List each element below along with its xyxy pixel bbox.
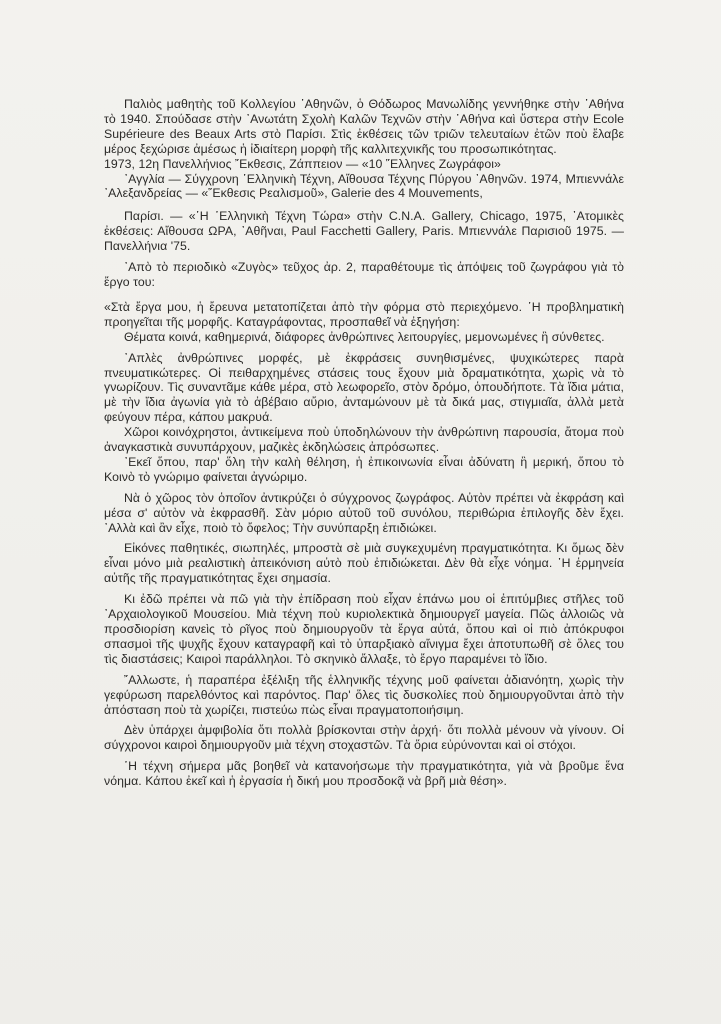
quote-paragraph-6: Νὰ ὁ χῶρος τὸν ὁποῖον ἀντικρύζει ὁ σύγχρονος ζωγράφος. Αὐτὸν πρέπει νὰ ἐκφράση καὶ μέσα σ' αὐτὸν νὰ ἐκφρασθῆ. Σὰν μόριο αὐτοῦ τοῦ συνόλου, περιθώρια ἐπιλογῆς δὲν ἔχει. ᾽Αλλὰ καὶ ἂν εἶχε, ποιὸ τὸ ὄφελος; Τὴν συνύπαρξη ἐπιδιώκει. (104, 490, 624, 535)
quote-paragraph-8: Κι ἐδῶ πρέπει νὰ πῶ γιὰ τὴν ἐπίδραση ποὺ εἶχαν ἐπάνω μου οἱ ἐπιτύμβιες στῆλες τοῦ ᾽Αρχαιολογικοῦ Μουσείου. Μιὰ τέχνη ποὺ κυριολεκτικὰ δημιουργεῖ μαγεία. Πῶς ἀλλοιῶς νὰ προσδιορίση κανεὶς τὸ ρῖγος ποὺ δημιουργοῦν τὰ ἔργα αὐτά, ὅπου καὶ οἱ πιὸ ἀπόκρυφοι σπασμοὶ τῆς ψυχῆς ἔχουν καταγραφῆ καὶ τὸ ὑπαρξιακὸ αἴνιγμα ἔχει ἀποτυπωθῆ σὲ ὅλες του τὶς διαστάσεις; Καιροὶ παράλληλοι. Τὸ σκηνικὸ ἄλλαξε, τὸ ἔργο παραμένει τὸ ἴδιο. (104, 592, 624, 666)
quote-paragraph-3: ᾽Απλὲς ἀνθρώπινες μορφές, μὲ ἐκφράσεις συνηθισμένες, ψυχικώτερες παρὰ πνευματικώτερες. Οἱ πειθαρχημένες στάσεις τους ἔχουν μιὰ δραματικότητα, χωρὶς νὰ τὸ γνωρίζουν. Τὶς συναντᾶμε κάθε μέρα, στὸ λεωφορεῖο, στὸν δρόμο, ὁπουδήποτε. Τὰ ἴδια μάτια, μὲ τὴν ἴδια ἀγωνία γιὰ τὸ ἀβέβαιο αὔριο, ἀνταμώνουν μὲ τὰ δικά μας, στιγμιαῖα, ἀλλὰ μετὰ φεύγουν πέρα, κάπου μακρυά. (104, 350, 624, 425)
exhibition-england-1974: ᾽Αγγλία — Σύγχρονη ῾Ελληνικὴ Τέχνη, Αἴθουσα Τέχνης Πύργου ᾽Αθηνῶν. 1974, Μπιεννάλε ᾽Αλεξανδρείας — «῞Εκθεσις Ρεαλισμοῦ», Galerie des 4 Mouvements, (104, 171, 624, 201)
document-body (104, 97, 624, 789)
source-intro: ᾽Απὸ τὸ περιοδικὸ «Ζυγὸς» τεῦχος ἀρ. 2, παραθέτουμε τὶς ἀπόψεις τοῦ ζωγράφου γιὰ τὸ ἔργο του: (104, 260, 624, 289)
quote-paragraph-7: Εἰκόνες παθητικές, σιωπηλές, μπροστὰ σὲ μιὰ συγκεχυμένη πραγματικότητα. Κι ὅμως δὲν εἶναι μόνο μιὰ ρεαλιστικὴ ἀπεικόνιση αὐτὸ ποὺ ἐπιδιώκεται. Δὲν θὰ εἶχε νόημα. ῾Η ἑρμηνεία αὐτῆς τῆς πραγματικότητας ἔχει σημασία. (104, 541, 624, 586)
quote-paragraph-9: ῎Αλλωστε, ἡ παραπέρα ἐξέλιξη τῆς ἑλληνικῆς τέχνης μοῦ φαίνεται ἀδιανόητη, χωρὶς τὴν γεφύρωση παρελθόντος καὶ παρόντος. Παρ' ὅλες τὶς δυσκολίες ποὺ δημιουργοῦνται ἀπὸ τὴν ἀπόσταση ποὺ τὰ χωρίζει, πιστεύω πὼς εἶναι πραγματοποιήσιμη. (104, 672, 624, 717)
quote-paragraph-11: ῾Η τέχνη σήμερα μᾶς βοηθεῖ νὰ κατανοήσωμε τὴν πραγματικότητα, γιὰ νὰ βροῦμε ἕνα νόημα. Κάπου ἐκεῖ καὶ ἡ ἐργασία ἡ δική μου προσδοκᾷ νὰ βρῆ μιὰ θέση». (104, 759, 624, 789)
quote-paragraph-4: Χῶροι κοινόχρηστοι, ἀντικείμενα ποὺ ὑποδηλώνουν τὴν ἀνθρώπινη παρουσία, ἄτομα ποὺ ἀναγκαστικὰ συνυπάρχουν, μαζικὲς ἐκδηλώσεις ἀπρόσωπες. (104, 425, 624, 455)
quote-paragraph-10: Δὲν ὑπάρχει ἀμφιβολία ὅτι πολλὰ βρίσκονται στὴν ἀρχή· ὅτι πολλὰ μένουν νὰ γίνουν. Οἱ σύγχρονοι καιροὶ δημιουργοῦν μιὰ τέχνη στοχαστῶν. Τὰ ὅρια εὐρύνονται καὶ οἱ στόχοι. (104, 723, 624, 753)
exhibition-1973: 1973, 12η Πανελλήνιος ῎Εκθεσις, Ζάππειον — «10 ῞Ελληνες Ζωγράφοι» (104, 156, 501, 171)
quote-paragraph-5: ᾽Εκεῖ ὅπου, παρ' ὅλη τὴν καλὴ θέληση, ἡ ἐπικοινωνία εἶναι ἀδύνατη ἢ μερική, ὅπου τὸ Κοινὸ τὸ γνώριμο φαίνεται ἀγνώριμο. (104, 454, 624, 484)
bio-paragraph: Παλιὸς μαθητὴς τοῦ Κολλεγίου ᾽Αθηνῶν, ὁ Θόδωρος Μανωλίδης γεννήθηκε στὴν ᾽Αθήνα τὸ 1940. Σπούδασε στὴν ᾽Ανωτάτη Σχολὴ Καλῶν Τεχνῶν στὴν ᾽Αθήνα καὶ ὕστερα στὴν Ecole Supérieure des Beaux Arts στὸ Παρίσι. Στὶς ἐκθέσεις τῶν τριῶν τελευταίων ἐτῶν ποὺ ἔλαβε μέρος ξεχώρισε ἀμέσως ἡ ἰδιαίτερη μορφὴ τῆς καλλιτεχνικῆς του προσωπικότητας. (104, 97, 624, 156)
quote-paragraph-1: «Στὰ ἔργα μου, ἡ ἔρευνα μετατοπίζεται ἀπὸ τὴν φόρμα στὸ περιεχόμενο. ῾Η προβληματικὴ προηγεῖται τῆς μορφῆς. Καταγράφοντας, προσπαθεῖ νὰ ἐξηγήση: (104, 299, 624, 329)
quote-paragraph-2: Θέματα κοινά, καθημερινά, διάφορες ἀνθρώπινες λειτουργίες, μεμονωμένες ἢ σύνθετες. (124, 329, 605, 344)
exhibition-paris-1975: Παρίσι. — «῾Η ῾Ελληνικὴ Τέχνη Τώρα» στὴν C.N.A. Gallery, Chicago, 1975, ᾽Ατομικὲς ἐκθέσεις: Αἴθουσα ΩΡΑ, ᾽Αθῆναι, Paul Facchetti Gallery, Paris. Μπιεννάλε Παρισιοῦ 1975. — Πανελλήνια '75. (104, 209, 624, 254)
